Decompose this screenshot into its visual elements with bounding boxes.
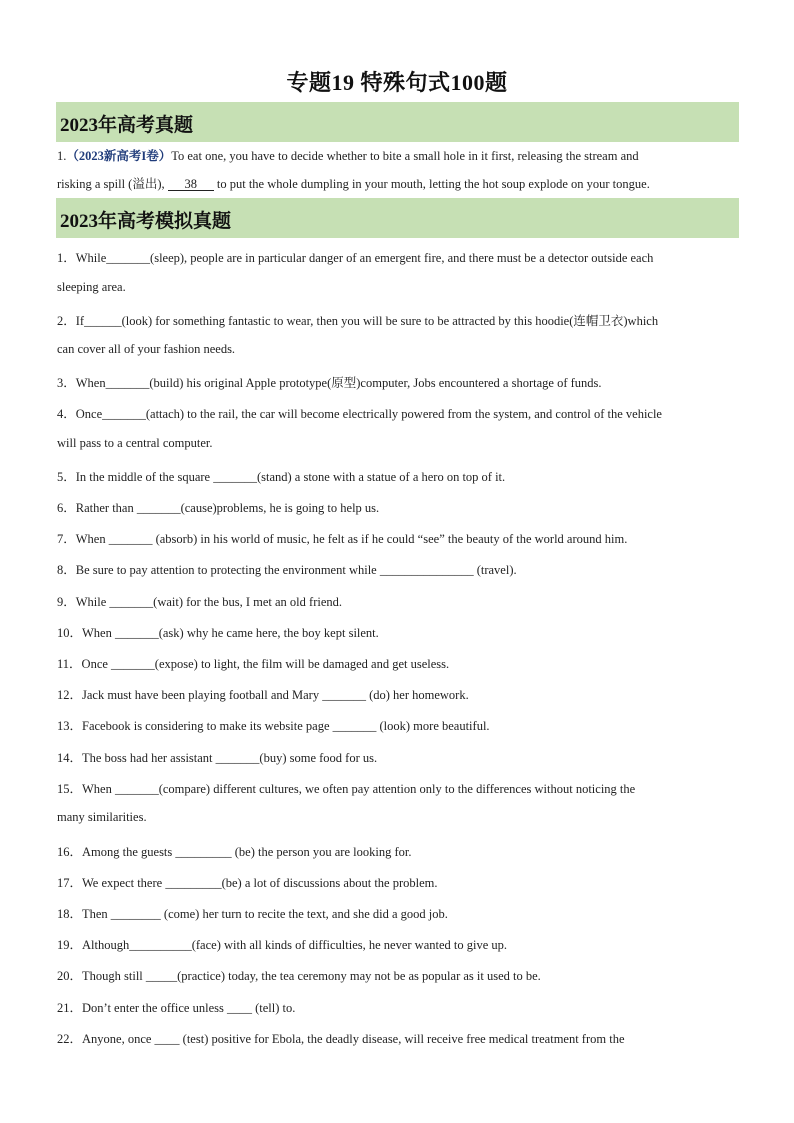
question-item: 15．When _______(compare) different cultures, we often pay attention only to the differences without noticing the (57, 782, 636, 796)
question-item: 12．Jack must have been playing football and Mary _______ (do) her homework. (57, 688, 469, 702)
question-item: 5．In the middle of the square _______(stand) a stone with a statue of a hero on top of it. (57, 470, 506, 484)
question-item: 14．The boss had her assistant _______(buy) some food for us. (57, 751, 378, 765)
question-item: 13．Facebook is considering to make its website page _______ (look) more beautiful. (57, 719, 490, 733)
question-item: 4．Once_______(attach) to the rail, the car will become electrically powered from the system, and control of the vehicle (57, 407, 662, 421)
question-item: 2．If______(look) for something fantastic to wear, then you will be sure to be attracted by this hoodie(连帽卫衣)which (57, 314, 659, 328)
question-item: 19．Although__________(face) with all kinds of difficulties, he never wanted to give up. (57, 938, 508, 952)
question-continuation: sleeping area. (57, 280, 126, 294)
question-item: 8．Be sure to pay attention to protecting the environment while _______________ (travel). (57, 563, 517, 577)
question-item: 9．While _______(wait) for the bus, I met an old friend. (57, 595, 342, 609)
question-continuation: will pass to a central computer. (57, 436, 213, 450)
answer-blank: 38 (168, 178, 214, 191)
question-text: To eat one, you have to decide whether to bite a small hole in it first, releasing the stream and (171, 149, 639, 163)
question-item: 21．Don’t enter the office unless ____ (tell) to. (57, 1001, 296, 1015)
section-header-real-exam (56, 102, 739, 142)
question-item: 3．When_______(build) his original Apple prototype(原型)computer, Jobs encountered a shortage of funds. (57, 376, 602, 390)
real-exam-question-line2 (57, 174, 650, 192)
question-item: 1．While_______(sleep), people are in particular danger of an emergent fire, and there must be a detector outside each (57, 251, 654, 265)
question-text: risking a spill (溢出), (57, 177, 168, 191)
section-header-mock-exam (56, 198, 739, 238)
question-item: 6．Rather than _______(cause)problems, he is going to help us. (57, 501, 380, 515)
question-number: 1. (57, 149, 67, 163)
question-item: 11．Once _______(expose) to light, the film will be damaged and get useless. (57, 657, 450, 671)
question-source: （2023新高考I卷） (66, 149, 172, 163)
question-item: 10．When _______(ask) why he came here, the boy kept silent. (57, 626, 379, 640)
section-title: 2023年高考模拟真题 (60, 211, 232, 232)
question-continuation: can cover all of your fashion needs. (57, 342, 236, 356)
question-continuation: many similarities. (57, 810, 147, 824)
question-item: 20．Though still _____(practice) today, the tea ceremony may not be as popular as it used to be. (57, 969, 541, 983)
question-item: 7．When _______ (absorb) in his world of music, he felt as if he could “see” the beauty of the world around him. (57, 532, 628, 546)
question-item: 18．Then ________ (come) her turn to recite the text, and she did a good job. (57, 907, 448, 921)
real-exam-question-line1 (57, 146, 639, 164)
question-item: 16．Among the guests _________ (be) the person you are looking for. (57, 845, 412, 859)
question-item: 17．We expect there _________(be) a lot of discussions about the problem. (57, 876, 438, 890)
section-title: 2023年高考真题 (60, 115, 194, 136)
question-text: to put the whole dumpling in your mouth, letting the hot soup explode on your tongue. (213, 177, 650, 191)
page-title: 专题19 特殊句式100题 (286, 70, 508, 95)
question-item: 22．Anyone, once ____ (test) positive for Ebola, the deadly disease, will receive free medical treatment from the (57, 1032, 625, 1046)
